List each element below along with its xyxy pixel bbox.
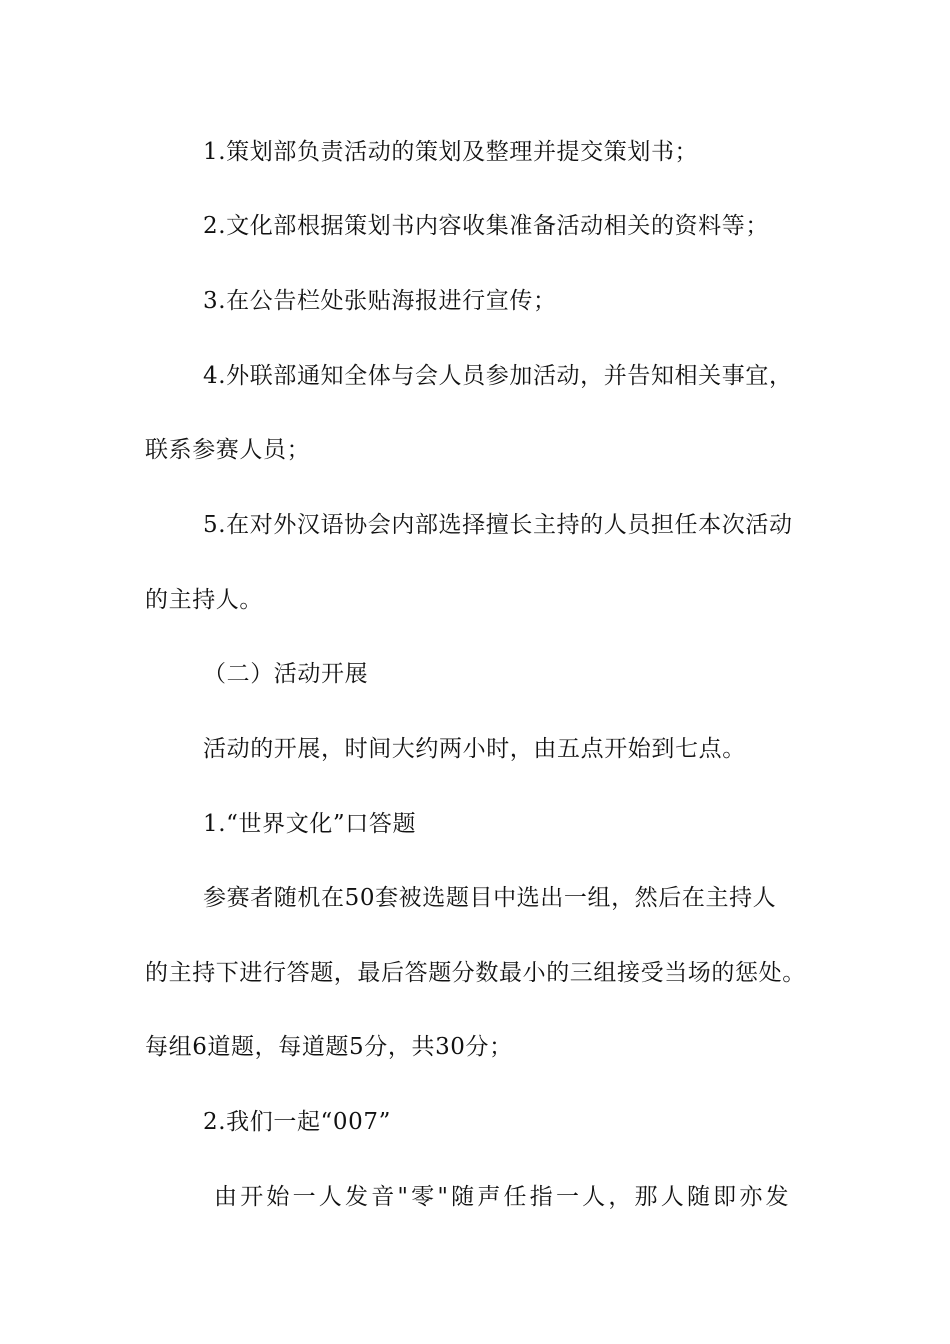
paragraph-line: 的主持下进行答题，最后答题分数最小的三组接受当场的惩处。 — [145, 960, 806, 986]
paragraph-line: 1.策划部负责活动的策划及整理并提交策划书； — [203, 139, 699, 165]
paragraph-line: 3.在公告栏处张贴海报进行宣传； — [203, 288, 557, 314]
subsection-heading: 2.我们一起“007” — [203, 1109, 391, 1135]
paragraph-line: 每组6道题，每道题5分，共30分； — [145, 1034, 513, 1060]
paragraph-line: 5.在对外汉语协会内部选择擅长主持的人员担任本次活动 — [203, 512, 793, 538]
subsection-heading: 1.“世界文化”口答题 — [203, 811, 417, 837]
paragraph-line: 参赛者随机在50套被选题目中选出一组，然后在主持人 — [203, 885, 777, 911]
paragraph-line: 4.外联部通知全体与会人员参加活动，并告知相关事宜， — [203, 363, 793, 389]
paragraph-line: 活动的开展，时间大约两小时，由五点开始到七点。 — [203, 736, 746, 762]
section-heading: （二）活动开展 — [203, 661, 369, 687]
paragraph-line: 的主持人。 — [145, 587, 263, 613]
paragraph-line: 联系参赛人员； — [145, 437, 311, 463]
paragraph-line: 2.文化部根据策划书内容收集准备活动相关的资料等； — [203, 213, 769, 239]
paragraph-line: 由开始一人发音"零"随声任指一人，那人随即亦发 — [214, 1184, 792, 1210]
